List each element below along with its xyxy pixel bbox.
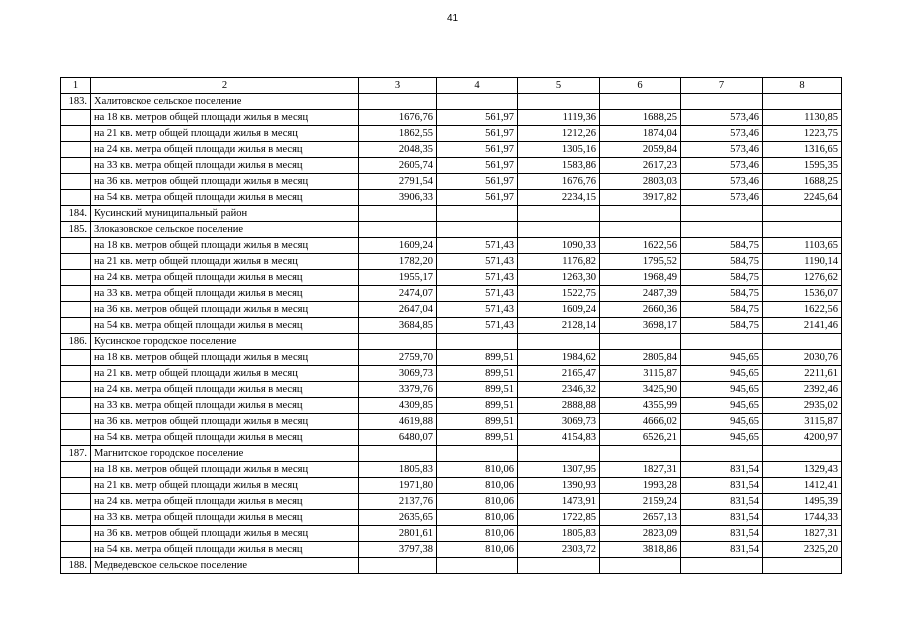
value-cell: 1130,85 bbox=[763, 110, 842, 126]
value-cell bbox=[763, 222, 842, 238]
table-row bbox=[61, 318, 842, 334]
value-cell: 1622,56 bbox=[763, 302, 842, 318]
value-cell: 571,43 bbox=[437, 238, 518, 254]
table-header-row bbox=[61, 78, 842, 94]
value-cell bbox=[359, 558, 437, 574]
value-cell: 1103,65 bbox=[763, 238, 842, 254]
value-cell: 1676,76 bbox=[359, 110, 437, 126]
value-cell bbox=[359, 446, 437, 462]
value-cell: 899,51 bbox=[437, 350, 518, 366]
value-cell bbox=[518, 94, 600, 110]
value-cell: 573,46 bbox=[681, 110, 763, 126]
table-row bbox=[61, 158, 842, 174]
row-label-cell: Злоказовское сельское поселение bbox=[91, 222, 359, 238]
row-number-cell bbox=[61, 350, 91, 366]
value-cell: 1984,62 bbox=[518, 350, 600, 366]
value-cell: 3906,33 bbox=[359, 190, 437, 206]
value-cell: 571,43 bbox=[437, 254, 518, 270]
table-row bbox=[61, 478, 842, 494]
value-cell bbox=[518, 206, 600, 222]
table-row bbox=[61, 94, 842, 110]
row-number-cell bbox=[61, 238, 91, 254]
row-number-cell bbox=[61, 382, 91, 398]
value-cell: 2159,24 bbox=[600, 494, 681, 510]
value-cell: 2128,14 bbox=[518, 318, 600, 334]
row-label-cell: Кусинское городское поселение bbox=[91, 334, 359, 350]
value-cell: 1176,82 bbox=[518, 254, 600, 270]
value-cell: 810,06 bbox=[437, 510, 518, 526]
row-number-cell bbox=[61, 270, 91, 286]
row-number-cell bbox=[61, 430, 91, 446]
table-row bbox=[61, 286, 842, 302]
value-cell bbox=[763, 446, 842, 462]
table-row bbox=[61, 142, 842, 158]
table-row bbox=[61, 414, 842, 430]
value-cell: 2048,35 bbox=[359, 142, 437, 158]
value-cell: 1862,55 bbox=[359, 126, 437, 142]
value-cell: 571,43 bbox=[437, 270, 518, 286]
value-cell: 2165,47 bbox=[518, 366, 600, 382]
value-cell bbox=[359, 206, 437, 222]
value-cell: 831,54 bbox=[681, 542, 763, 558]
value-cell: 1968,49 bbox=[600, 270, 681, 286]
row-number-cell bbox=[61, 126, 91, 142]
value-cell: 2803,03 bbox=[600, 174, 681, 190]
table-row bbox=[61, 190, 842, 206]
value-cell: 2823,09 bbox=[600, 526, 681, 542]
value-cell: 3818,86 bbox=[600, 542, 681, 558]
value-cell: 831,54 bbox=[681, 526, 763, 542]
row-label-cell: на 36 кв. метров общей площади жилья в месяц bbox=[91, 174, 359, 190]
row-label-cell: на 18 кв. метров общей площади жилья в месяц bbox=[91, 238, 359, 254]
value-cell: 810,06 bbox=[437, 542, 518, 558]
value-cell: 2234,15 bbox=[518, 190, 600, 206]
value-cell bbox=[518, 222, 600, 238]
row-label-cell: на 54 кв. метра общей площади жилья в месяц bbox=[91, 190, 359, 206]
value-cell: 2647,04 bbox=[359, 302, 437, 318]
value-cell: 1722,85 bbox=[518, 510, 600, 526]
row-number-cell bbox=[61, 478, 91, 494]
row-number-cell bbox=[61, 494, 91, 510]
value-cell bbox=[600, 446, 681, 462]
value-cell: 1782,20 bbox=[359, 254, 437, 270]
row-label-cell: на 54 кв. метра общей площади жилья в месяц bbox=[91, 430, 359, 446]
row-label-cell: на 54 кв. метра общей площади жилья в месяц bbox=[91, 542, 359, 558]
value-cell: 3115,87 bbox=[600, 366, 681, 382]
value-cell: 561,97 bbox=[437, 174, 518, 190]
table-row bbox=[61, 334, 842, 350]
row-label-cell: на 33 кв. метра общей площади жилья в месяц bbox=[91, 286, 359, 302]
value-cell: 810,06 bbox=[437, 478, 518, 494]
table-row bbox=[61, 494, 842, 510]
value-cell: 1276,62 bbox=[763, 270, 842, 286]
row-number-cell: 188. bbox=[61, 558, 91, 574]
value-cell bbox=[763, 206, 842, 222]
value-cell: 3379,76 bbox=[359, 382, 437, 398]
table-row bbox=[61, 270, 842, 286]
value-cell: 1993,28 bbox=[600, 478, 681, 494]
value-cell bbox=[518, 334, 600, 350]
row-label-cell: Магнитское городское поселение bbox=[91, 446, 359, 462]
value-cell bbox=[518, 446, 600, 462]
row-number-cell bbox=[61, 542, 91, 558]
value-cell: 899,51 bbox=[437, 398, 518, 414]
value-cell: 1329,43 bbox=[763, 462, 842, 478]
table-row bbox=[61, 462, 842, 478]
value-cell: 561,97 bbox=[437, 126, 518, 142]
value-cell: 3797,38 bbox=[359, 542, 437, 558]
row-number-cell bbox=[61, 318, 91, 334]
value-cell: 584,75 bbox=[681, 318, 763, 334]
table-row bbox=[61, 366, 842, 382]
value-cell: 1536,07 bbox=[763, 286, 842, 302]
row-number-cell bbox=[61, 254, 91, 270]
table-row bbox=[61, 222, 842, 238]
value-cell: 1307,95 bbox=[518, 462, 600, 478]
value-cell: 3698,17 bbox=[600, 318, 681, 334]
value-cell: 1805,83 bbox=[518, 526, 600, 542]
value-cell: 2617,23 bbox=[600, 158, 681, 174]
header-cell: 8 bbox=[763, 78, 842, 94]
value-cell: 899,51 bbox=[437, 414, 518, 430]
value-cell: 1827,31 bbox=[600, 462, 681, 478]
row-number-cell bbox=[61, 398, 91, 414]
row-label-cell: на 21 кв. метр общей площади жилья в месяц bbox=[91, 478, 359, 494]
value-cell: 573,46 bbox=[681, 174, 763, 190]
header-cell: 1 bbox=[61, 78, 91, 94]
value-cell bbox=[681, 446, 763, 462]
value-cell: 4154,83 bbox=[518, 430, 600, 446]
value-cell bbox=[437, 222, 518, 238]
table-row bbox=[61, 446, 842, 462]
value-cell: 945,65 bbox=[681, 430, 763, 446]
row-label-cell: на 18 кв. метров общей площади жилья в месяц bbox=[91, 110, 359, 126]
value-cell: 3684,85 bbox=[359, 318, 437, 334]
value-cell: 573,46 bbox=[681, 158, 763, 174]
value-cell: 945,65 bbox=[681, 414, 763, 430]
value-cell: 1495,39 bbox=[763, 494, 842, 510]
row-label-cell: на 24 кв. метра общей площади жилья в месяц bbox=[91, 382, 359, 398]
table-row bbox=[61, 510, 842, 526]
value-cell: 1473,91 bbox=[518, 494, 600, 510]
row-label-cell: Халитовское сельское поселение bbox=[91, 94, 359, 110]
value-cell: 899,51 bbox=[437, 366, 518, 382]
row-number-cell: 186. bbox=[61, 334, 91, 350]
value-cell: 1688,25 bbox=[600, 110, 681, 126]
value-cell: 810,06 bbox=[437, 462, 518, 478]
value-cell bbox=[437, 334, 518, 350]
table-row bbox=[61, 382, 842, 398]
value-cell bbox=[600, 334, 681, 350]
value-cell bbox=[437, 446, 518, 462]
row-label-cell: на 33 кв. метра общей площади жилья в месяц bbox=[91, 158, 359, 174]
value-cell bbox=[600, 558, 681, 574]
value-cell: 573,46 bbox=[681, 142, 763, 158]
value-cell: 584,75 bbox=[681, 286, 763, 302]
value-cell: 1609,24 bbox=[359, 238, 437, 254]
value-cell: 561,97 bbox=[437, 142, 518, 158]
value-cell bbox=[437, 558, 518, 574]
row-label-cell: на 36 кв. метров общей площади жилья в месяц bbox=[91, 302, 359, 318]
row-number-cell bbox=[61, 510, 91, 526]
value-cell: 571,43 bbox=[437, 286, 518, 302]
header-cell: 6 bbox=[600, 78, 681, 94]
header-cell: 4 bbox=[437, 78, 518, 94]
value-cell: 1795,52 bbox=[600, 254, 681, 270]
value-cell bbox=[681, 94, 763, 110]
value-cell: 561,97 bbox=[437, 158, 518, 174]
value-cell: 2211,61 bbox=[763, 366, 842, 382]
value-cell: 1223,75 bbox=[763, 126, 842, 142]
value-cell bbox=[359, 334, 437, 350]
row-label-cell: Кусинский муниципальный район bbox=[91, 206, 359, 222]
row-number-cell bbox=[61, 174, 91, 190]
value-cell: 2325,20 bbox=[763, 542, 842, 558]
value-cell: 1805,83 bbox=[359, 462, 437, 478]
value-cell: 2657,13 bbox=[600, 510, 681, 526]
row-label-cell: на 33 кв. метра общей площади жилья в месяц bbox=[91, 510, 359, 526]
value-cell: 2888,88 bbox=[518, 398, 600, 414]
table-row bbox=[61, 430, 842, 446]
value-cell: 1874,04 bbox=[600, 126, 681, 142]
value-cell: 1827,31 bbox=[763, 526, 842, 542]
row-number-cell bbox=[61, 414, 91, 430]
row-label-cell: на 24 кв. метра общей площади жилья в месяц bbox=[91, 494, 359, 510]
tariff-table bbox=[60, 77, 842, 574]
row-label-cell: на 24 кв. метра общей площади жилья в месяц bbox=[91, 270, 359, 286]
value-cell: 2805,84 bbox=[600, 350, 681, 366]
value-cell: 6526,21 bbox=[600, 430, 681, 446]
value-cell: 3917,82 bbox=[600, 190, 681, 206]
value-cell: 4309,85 bbox=[359, 398, 437, 414]
value-cell: 1412,41 bbox=[763, 478, 842, 494]
value-cell: 899,51 bbox=[437, 430, 518, 446]
row-number-cell bbox=[61, 286, 91, 302]
value-cell: 2141,46 bbox=[763, 318, 842, 334]
value-cell: 3115,87 bbox=[763, 414, 842, 430]
value-cell: 831,54 bbox=[681, 478, 763, 494]
value-cell: 2759,70 bbox=[359, 350, 437, 366]
row-number-cell: 184. bbox=[61, 206, 91, 222]
row-number-cell bbox=[61, 142, 91, 158]
value-cell: 2059,84 bbox=[600, 142, 681, 158]
value-cell: 1622,56 bbox=[600, 238, 681, 254]
value-cell: 3425,90 bbox=[600, 382, 681, 398]
table-row bbox=[61, 302, 842, 318]
value-cell: 2303,72 bbox=[518, 542, 600, 558]
value-cell: 2935,02 bbox=[763, 398, 842, 414]
table-row bbox=[61, 110, 842, 126]
value-cell: 2137,76 bbox=[359, 494, 437, 510]
value-cell: 1583,86 bbox=[518, 158, 600, 174]
row-label-cell: Медведевское сельское поселение bbox=[91, 558, 359, 574]
row-label-cell: на 33 кв. метра общей площади жилья в месяц bbox=[91, 398, 359, 414]
row-number-cell bbox=[61, 302, 91, 318]
value-cell bbox=[681, 558, 763, 574]
value-cell: 4355,99 bbox=[600, 398, 681, 414]
value-cell bbox=[600, 222, 681, 238]
row-number-cell bbox=[61, 526, 91, 542]
value-cell: 1263,30 bbox=[518, 270, 600, 286]
value-cell: 4666,02 bbox=[600, 414, 681, 430]
value-cell: 571,43 bbox=[437, 318, 518, 334]
value-cell: 831,54 bbox=[681, 462, 763, 478]
row-number-cell: 187. bbox=[61, 446, 91, 462]
value-cell: 4619,88 bbox=[359, 414, 437, 430]
value-cell: 1316,65 bbox=[763, 142, 842, 158]
value-cell: 573,46 bbox=[681, 190, 763, 206]
value-cell: 831,54 bbox=[681, 494, 763, 510]
value-cell: 1609,24 bbox=[518, 302, 600, 318]
value-cell: 584,75 bbox=[681, 238, 763, 254]
value-cell bbox=[359, 222, 437, 238]
value-cell: 1390,93 bbox=[518, 478, 600, 494]
row-number-cell bbox=[61, 158, 91, 174]
value-cell: 1190,14 bbox=[763, 254, 842, 270]
value-cell: 945,65 bbox=[681, 350, 763, 366]
value-cell: 2487,39 bbox=[600, 286, 681, 302]
value-cell bbox=[600, 94, 681, 110]
value-cell: 6480,07 bbox=[359, 430, 437, 446]
value-cell: 810,06 bbox=[437, 526, 518, 542]
table-row bbox=[61, 206, 842, 222]
value-cell: 1090,33 bbox=[518, 238, 600, 254]
value-cell: 2030,76 bbox=[763, 350, 842, 366]
value-cell bbox=[681, 222, 763, 238]
value-cell: 4200,97 bbox=[763, 430, 842, 446]
table-row bbox=[61, 238, 842, 254]
table-row bbox=[61, 350, 842, 366]
value-cell: 1676,76 bbox=[518, 174, 600, 190]
value-cell: 2245,64 bbox=[763, 190, 842, 206]
row-label-cell: на 21 кв. метр общей площади жилья в месяц bbox=[91, 126, 359, 142]
value-cell: 584,75 bbox=[681, 254, 763, 270]
value-cell: 1212,26 bbox=[518, 126, 600, 142]
row-label-cell: на 36 кв. метров общей площади жилья в месяц bbox=[91, 526, 359, 542]
value-cell: 3069,73 bbox=[359, 366, 437, 382]
value-cell bbox=[600, 206, 681, 222]
row-label-cell: на 24 кв. метра общей площади жилья в месяц bbox=[91, 142, 359, 158]
row-number-cell bbox=[61, 110, 91, 126]
value-cell bbox=[763, 94, 842, 110]
row-number-cell: 183. bbox=[61, 94, 91, 110]
value-cell bbox=[437, 206, 518, 222]
value-cell: 1971,80 bbox=[359, 478, 437, 494]
value-cell: 1744,33 bbox=[763, 510, 842, 526]
value-cell: 945,65 bbox=[681, 398, 763, 414]
value-cell bbox=[681, 206, 763, 222]
value-cell: 2660,36 bbox=[600, 302, 681, 318]
value-cell: 2801,61 bbox=[359, 526, 437, 542]
value-cell bbox=[763, 334, 842, 350]
value-cell bbox=[681, 334, 763, 350]
row-number-cell bbox=[61, 462, 91, 478]
row-label-cell: на 18 кв. метров общей площади жилья в месяц bbox=[91, 462, 359, 478]
table-row bbox=[61, 174, 842, 190]
table-row bbox=[61, 542, 842, 558]
value-cell: 1955,17 bbox=[359, 270, 437, 286]
table-row bbox=[61, 254, 842, 270]
value-cell: 584,75 bbox=[681, 270, 763, 286]
value-cell: 1119,36 bbox=[518, 110, 600, 126]
value-cell: 831,54 bbox=[681, 510, 763, 526]
header-cell: 3 bbox=[359, 78, 437, 94]
value-cell: 2605,74 bbox=[359, 158, 437, 174]
row-label-cell: на 36 кв. метров общей площади жилья в месяц bbox=[91, 414, 359, 430]
value-cell: 3069,73 bbox=[518, 414, 600, 430]
row-label-cell: на 54 кв. метра общей площади жилья в месяц bbox=[91, 318, 359, 334]
table-row bbox=[61, 526, 842, 542]
value-cell: 571,43 bbox=[437, 302, 518, 318]
value-cell: 2474,07 bbox=[359, 286, 437, 302]
table-row bbox=[61, 398, 842, 414]
row-number-cell bbox=[61, 366, 91, 382]
table-row bbox=[61, 126, 842, 142]
row-number-cell: 185. bbox=[61, 222, 91, 238]
value-cell: 1688,25 bbox=[763, 174, 842, 190]
row-number-cell bbox=[61, 190, 91, 206]
row-label-cell: на 21 кв. метр общей площади жилья в месяц bbox=[91, 366, 359, 382]
value-cell: 1522,75 bbox=[518, 286, 600, 302]
value-cell: 945,65 bbox=[681, 366, 763, 382]
value-cell: 2392,46 bbox=[763, 382, 842, 398]
value-cell: 2791,54 bbox=[359, 174, 437, 190]
value-cell: 945,65 bbox=[681, 382, 763, 398]
value-cell: 810,06 bbox=[437, 494, 518, 510]
value-cell: 1305,16 bbox=[518, 142, 600, 158]
value-cell bbox=[518, 558, 600, 574]
value-cell bbox=[359, 94, 437, 110]
value-cell: 2346,32 bbox=[518, 382, 600, 398]
row-label-cell: на 21 кв. метр общей площади жилья в месяц bbox=[91, 254, 359, 270]
row-label-cell: на 18 кв. метров общей площади жилья в месяц bbox=[91, 350, 359, 366]
header-cell: 7 bbox=[681, 78, 763, 94]
value-cell: 584,75 bbox=[681, 302, 763, 318]
header-cell: 5 bbox=[518, 78, 600, 94]
value-cell: 899,51 bbox=[437, 382, 518, 398]
value-cell: 561,97 bbox=[437, 110, 518, 126]
value-cell bbox=[763, 558, 842, 574]
value-cell: 561,97 bbox=[437, 190, 518, 206]
header-cell: 2 bbox=[91, 78, 359, 94]
value-cell: 573,46 bbox=[681, 126, 763, 142]
table-row bbox=[61, 558, 842, 574]
value-cell: 1595,35 bbox=[763, 158, 842, 174]
value-cell bbox=[437, 94, 518, 110]
value-cell: 2635,65 bbox=[359, 510, 437, 526]
page-number: 41 bbox=[446, 13, 459, 24]
